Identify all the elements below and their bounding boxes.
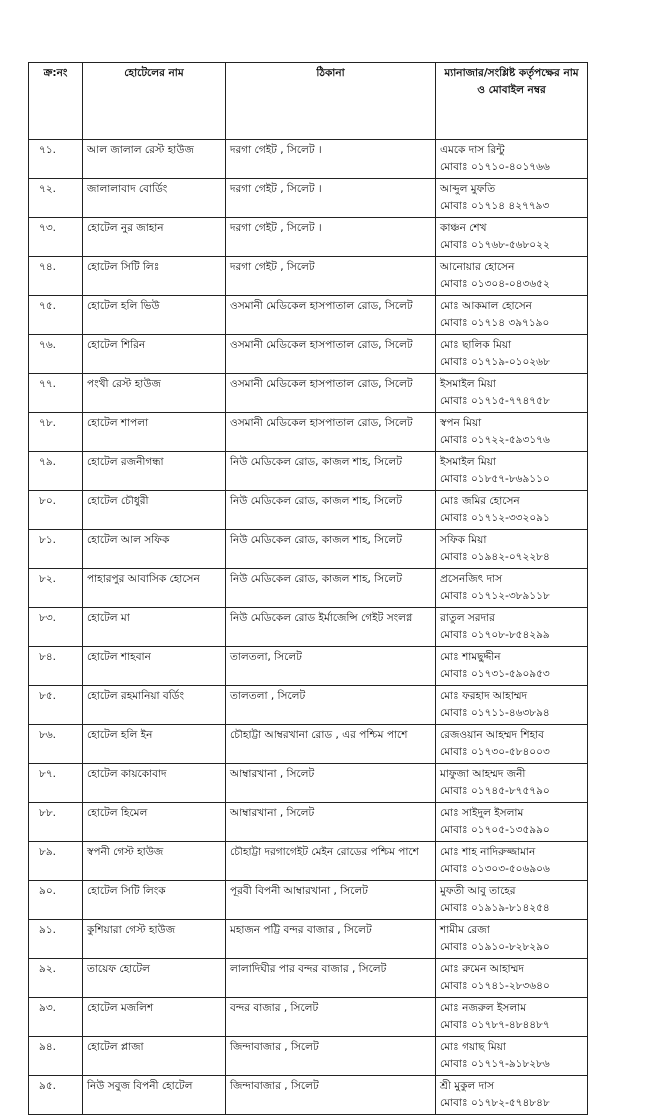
hotel-name-cell: তায়েফ হোটেল bbox=[83, 959, 226, 998]
hotel-name-cell: পংখী রেস্ট হাউজ bbox=[83, 374, 226, 413]
address-cell: নিউ মেডিকেল রোড, কাজল শাহ, সিলেট bbox=[226, 530, 436, 569]
manager-name: মোঃ ফরহাদ আহাম্মদ bbox=[440, 690, 528, 702]
manager-phone: মোবাঃ ০১৭১৪ ৩৯৭১৯০ bbox=[440, 317, 550, 329]
manager-phone: মোবাঃ ০১৭৮৭-৪৮৪৪৮৭ bbox=[440, 1019, 550, 1031]
manager-phone: মোবাঃ ০১৭১৪ ৪২৭৭৯৩ bbox=[440, 200, 550, 212]
address-cell: চৌহাট্টা দরগাগেইট মেইন রোডের পশ্চিম পাশে bbox=[226, 842, 436, 881]
manager-cell bbox=[436, 608, 588, 647]
manager-cell bbox=[436, 881, 588, 920]
manager-name: শামীম রেজা bbox=[440, 924, 490, 936]
manager-name: মোঃ নজরুল ইসলাম bbox=[440, 1002, 527, 1014]
manager-name: আনোয়ার হোসেন bbox=[440, 261, 515, 273]
manager-name: ইসমাইল মিয়া bbox=[440, 378, 496, 390]
table-row bbox=[29, 140, 588, 179]
manager-phone: মোবাঃ ০১৭৩০-৫৮৪০০৩ bbox=[440, 746, 550, 758]
manager-phone: মোবাঃ ০১৭০৮-৮৫৪২৯৯ bbox=[440, 629, 550, 641]
manager-cell bbox=[436, 569, 588, 608]
manager-phone: মোবাঃ ০১৭১১-৪৬৩৮৯৪ bbox=[440, 707, 550, 719]
table-row bbox=[29, 764, 588, 803]
manager-name: মোঃ রুমেন আহাম্মদ bbox=[440, 963, 524, 975]
manager-name: শ্রী মুকুল দাস bbox=[440, 1080, 495, 1092]
header-serial: ক্র:নং bbox=[29, 63, 83, 140]
hotel-name-cell: কুশিয়ারা গেস্ট হাউজ bbox=[83, 920, 226, 959]
hotel-name-cell: আল জালাল রেস্ট হাউজ bbox=[83, 140, 226, 179]
serial-cell: ৭৪. bbox=[29, 257, 83, 296]
manager-name: মাফুজা আহম্মদ জনী bbox=[440, 768, 526, 780]
manager-phone: মোবাঃ ০১৮৫৭-৮৬৯১১০ bbox=[440, 473, 550, 485]
hotel-name-cell: পাহারপুর আবাসিক হোসেন bbox=[83, 569, 226, 608]
hotel-name-cell: হোটেল প্লাজা bbox=[83, 1037, 226, 1076]
manager-phone: মোবাঃ ০১৭১৫-৭৭৪৭৫৮ bbox=[440, 395, 550, 407]
manager-name: মোঃ গয়াছ মিয়া bbox=[440, 1041, 506, 1053]
manager-phone: মোবাঃ ০১৩০৪-০৪৩৬৫২ bbox=[440, 278, 550, 290]
manager-cell bbox=[436, 179, 588, 218]
manager-cell bbox=[436, 803, 588, 842]
address-cell: মহাজন পট্টি বন্দর বাজার , সিলেট bbox=[226, 920, 436, 959]
manager-name: মোঃ জমির হোসেন bbox=[440, 495, 520, 507]
serial-cell: ৭১. bbox=[29, 140, 83, 179]
manager-phone: মোবাঃ ০১৯১৯-৮১৪২৫৪ bbox=[440, 902, 550, 914]
manager-phone: মোবাঃ ০১৭৪১-২৮৩৬৪০ bbox=[440, 980, 550, 992]
address-cell: আম্বারখানা , সিলেট bbox=[226, 803, 436, 842]
table-row bbox=[29, 1037, 588, 1076]
table-row bbox=[29, 179, 588, 218]
serial-cell: ৯৫. bbox=[29, 1076, 83, 1115]
manager-phone: মোবাঃ ০১৭০৫-১৩৫৯৯০ bbox=[440, 824, 550, 836]
hotel-table bbox=[28, 62, 588, 1115]
table-row bbox=[29, 335, 588, 374]
table-row bbox=[29, 920, 588, 959]
table-row bbox=[29, 218, 588, 257]
header-address: ঠিকানা bbox=[226, 63, 436, 140]
table-row bbox=[29, 647, 588, 686]
address-cell: আম্বারখানা , সিলেট bbox=[226, 764, 436, 803]
manager-name: মোঃ শাহ নাদিরুজ্জামান bbox=[440, 846, 536, 858]
table-row bbox=[29, 686, 588, 725]
serial-cell: ৮৪. bbox=[29, 647, 83, 686]
table-body bbox=[29, 140, 588, 1115]
manager-name: রাতুল সরদার bbox=[440, 612, 495, 624]
manager-name: আব্দুল মুফতি bbox=[440, 183, 496, 195]
manager-cell bbox=[436, 686, 588, 725]
table-row bbox=[29, 530, 588, 569]
address-cell: তালতলা , সিলেট bbox=[226, 686, 436, 725]
manager-phone: মোবাঃ ০১৯৪২-০৭২২৮৪ bbox=[440, 551, 550, 563]
manager-phone: মোবাঃ ০১৭৮২-৫৭৪৮৪৮ bbox=[440, 1097, 550, 1109]
manager-name: সফিক মিয়া bbox=[440, 534, 487, 546]
table-row bbox=[29, 413, 588, 452]
table-row bbox=[29, 998, 588, 1037]
serial-cell: ৮৭. bbox=[29, 764, 83, 803]
hotel-name-cell: হোটেল শাহবান bbox=[83, 647, 226, 686]
address-cell: ওসমানী মেডিকেল হাসপাতাল রোড, সিলেট bbox=[226, 335, 436, 374]
manager-name: মোঃ শামছুদ্দীন bbox=[440, 651, 501, 663]
serial-cell: ৮৫. bbox=[29, 686, 83, 725]
table-row bbox=[29, 725, 588, 764]
hotel-name-cell: জালালাবাদ বোর্ডিং bbox=[83, 179, 226, 218]
manager-cell bbox=[436, 1037, 588, 1076]
manager-phone: মোবাঃ ০১৭১৯-০১০২৬৮ bbox=[440, 356, 550, 368]
serial-cell: ৮১. bbox=[29, 530, 83, 569]
serial-cell: ৭৬. bbox=[29, 335, 83, 374]
serial-cell: ৮২. bbox=[29, 569, 83, 608]
address-cell: দরগা গেইট , সিলেট । bbox=[226, 179, 436, 218]
hotel-name-cell: হোটেল আল সফিক bbox=[83, 530, 226, 569]
manager-name: ইসমাইল মিয়া bbox=[440, 456, 496, 468]
manager-cell bbox=[436, 647, 588, 686]
manager-name: মোঃ আকমাল হোসেন bbox=[440, 300, 532, 312]
manager-name: মোঃ সাইদুল ইসলাম bbox=[440, 807, 524, 819]
manager-cell bbox=[436, 491, 588, 530]
manager-cell bbox=[436, 140, 588, 179]
serial-cell: ৮৩. bbox=[29, 608, 83, 647]
hotel-name-cell: নিউ সবুজ বিপনী হোটেল bbox=[83, 1076, 226, 1115]
table-row bbox=[29, 842, 588, 881]
address-cell: পূরবী বিপনী আম্বারখানা , সিলেট bbox=[226, 881, 436, 920]
manager-phone: মোবাঃ ০১৭১২-৩৮৯১১৮ bbox=[440, 590, 550, 602]
serial-cell: ৯১. bbox=[29, 920, 83, 959]
manager-cell bbox=[436, 413, 588, 452]
manager-cell bbox=[436, 764, 588, 803]
manager-name: মুফতী আবু তাহের bbox=[440, 885, 516, 897]
manager-cell bbox=[436, 218, 588, 257]
table-row bbox=[29, 1076, 588, 1115]
address-cell: নিউ মেডিকেল রোড, কাজল শাহ, সিলেট bbox=[226, 452, 436, 491]
manager-phone: মোবাঃ ০১৩০৩-৫০৬৯০৬ bbox=[440, 863, 550, 875]
serial-cell: ৮৯. bbox=[29, 842, 83, 881]
table-row bbox=[29, 569, 588, 608]
hotel-name-cell: হোটেল রহমানিয়া বর্ডিং bbox=[83, 686, 226, 725]
manager-cell bbox=[436, 452, 588, 491]
manager-cell bbox=[436, 1076, 588, 1115]
address-cell: নিউ মেডিকেল রোড, কাজল শাহ, সিলেট bbox=[226, 569, 436, 608]
address-cell: জিন্দাবাজার , সিলেট bbox=[226, 1037, 436, 1076]
hotel-name-cell: হোটেল হলি ইন bbox=[83, 725, 226, 764]
address-cell: চৌহাট্টা আম্বরখানা রোড , এর পশ্চিম পাশে bbox=[226, 725, 436, 764]
serial-cell: ৭৮. bbox=[29, 413, 83, 452]
manager-cell bbox=[436, 725, 588, 764]
table-row bbox=[29, 296, 588, 335]
manager-name: কাঞ্চন শেখ bbox=[440, 222, 487, 234]
hotel-name-cell: হোটেল মা bbox=[83, 608, 226, 647]
hotel-name-cell: হোটেল চৌধুরী bbox=[83, 491, 226, 530]
manager-phone: মোবাঃ ০১৭৪৫-৮৭৫৭৯০ bbox=[440, 785, 550, 797]
serial-cell: ৯৪. bbox=[29, 1037, 83, 1076]
hotel-name-cell: হোটেল সিটি লিংক bbox=[83, 881, 226, 920]
hotel-name-cell: হোটেল হিমেল bbox=[83, 803, 226, 842]
hotel-name-cell: হোটেল হলি ভিউ bbox=[83, 296, 226, 335]
manager-cell bbox=[436, 374, 588, 413]
manager-phone: মোবাঃ ০১৭১২-৩৩২০৯১ bbox=[440, 512, 550, 524]
manager-cell bbox=[436, 257, 588, 296]
hotel-name-cell: হোটেল নুর জাহান bbox=[83, 218, 226, 257]
manager-cell bbox=[436, 959, 588, 998]
table-row bbox=[29, 491, 588, 530]
hotel-name-cell: হোটেল কায়কোবাদ bbox=[83, 764, 226, 803]
serial-cell: ৮০. bbox=[29, 491, 83, 530]
table-row bbox=[29, 608, 588, 647]
serial-cell: ৭৫. bbox=[29, 296, 83, 335]
serial-cell: ৭৭. bbox=[29, 374, 83, 413]
manager-phone: মোবাঃ ০১৭৩১-৫৯০৯৫৩ bbox=[440, 668, 550, 680]
manager-phone: মোবাঃ ০১৯১০-৮২৮২৯০ bbox=[440, 941, 550, 953]
serial-cell: ৭৩. bbox=[29, 218, 83, 257]
address-cell: নিউ মেডিকেল রোড ইর্মাজেন্সি গেইট সংলগ্ন bbox=[226, 608, 436, 647]
serial-cell: ৯০. bbox=[29, 881, 83, 920]
serial-cell: ৯৩. bbox=[29, 998, 83, 1037]
serial-cell: ৮৮. bbox=[29, 803, 83, 842]
serial-cell: ৭২. bbox=[29, 179, 83, 218]
hotel-name-cell: হোটেল সিটি লিঃ bbox=[83, 257, 226, 296]
address-cell: ওসমানী মেডিকেল হাসপাতাল রোড, সিলেট bbox=[226, 413, 436, 452]
serial-cell: ৯২. bbox=[29, 959, 83, 998]
address-cell: দরগা গেইট , সিলেট । bbox=[226, 140, 436, 179]
address-cell: নিউ মেডিকেল রোড, কাজল শাহ, সিলেট bbox=[226, 491, 436, 530]
manager-name: প্রসেনজিৎ দাস bbox=[440, 573, 503, 585]
manager-cell bbox=[436, 842, 588, 881]
manager-cell bbox=[436, 998, 588, 1037]
manager-name: এমকে দাস রিন্টু bbox=[440, 144, 505, 156]
address-cell: তালতলা, সিলেট bbox=[226, 647, 436, 686]
header-hotel-name: হোটেলের নাম bbox=[83, 63, 226, 140]
table-header-row bbox=[29, 63, 588, 140]
address-cell: ওসমানী মেডিকেল হাসপাতাল রোড, সিলেট bbox=[226, 296, 436, 335]
hotel-name-cell: স্বপনী গেস্ট হাউজ bbox=[83, 842, 226, 881]
table-row bbox=[29, 959, 588, 998]
address-cell: দরগা গেইট , সিলেট । bbox=[226, 218, 436, 257]
manager-phone: মোবাঃ ০১৭২২-৫৯৩১৭৬ bbox=[440, 434, 550, 446]
manager-cell bbox=[436, 530, 588, 569]
header-manager: ম্যানাজার/সংশ্লিষ্ট কর্তৃপক্ষের নাম ও মোবাইল নম্বর bbox=[436, 63, 588, 140]
table-row bbox=[29, 374, 588, 413]
manager-name: রেজওয়ান আহম্মদ শিহাব bbox=[440, 729, 545, 741]
hotel-name-cell: হোটেল শিরিন bbox=[83, 335, 226, 374]
manager-name: মোঃ ছালিক মিয়া bbox=[440, 339, 512, 351]
table-row bbox=[29, 881, 588, 920]
address-cell: দরগা গেইট , সিলেট bbox=[226, 257, 436, 296]
hotel-name-cell: হোটেল শাপলা bbox=[83, 413, 226, 452]
hotel-name-cell: হোটেল মজলিশ bbox=[83, 998, 226, 1037]
hotel-name-cell: হোটেল রজনীগন্ধা bbox=[83, 452, 226, 491]
table-row bbox=[29, 803, 588, 842]
address-cell: লালাদিঘীর পার বন্দর বাজার , সিলেট bbox=[226, 959, 436, 998]
serial-cell: ৭৯. bbox=[29, 452, 83, 491]
manager-name: স্বপন মিয়া bbox=[440, 417, 482, 429]
address-cell: জিন্দাবাজার , সিলেট bbox=[226, 1076, 436, 1115]
manager-phone: মোবাঃ ০১৭১৭-৯১৮২৮৬ bbox=[440, 1058, 550, 1070]
address-cell: ওসমানী মেডিকেল হাসপাতাল রোড, সিলেট bbox=[226, 374, 436, 413]
manager-cell bbox=[436, 920, 588, 959]
address-cell: বন্দর বাজার , সিলেট bbox=[226, 998, 436, 1037]
table-row bbox=[29, 257, 588, 296]
manager-cell bbox=[436, 296, 588, 335]
serial-cell: ৮৬. bbox=[29, 725, 83, 764]
table-row bbox=[29, 452, 588, 491]
manager-cell bbox=[436, 335, 588, 374]
manager-phone: মোবাঃ ০১৭৬৮-৫৬৮০২২ bbox=[440, 239, 550, 251]
manager-phone: মোবাঃ ০১৭১০-৪০১৭৬৬ bbox=[440, 161, 550, 173]
